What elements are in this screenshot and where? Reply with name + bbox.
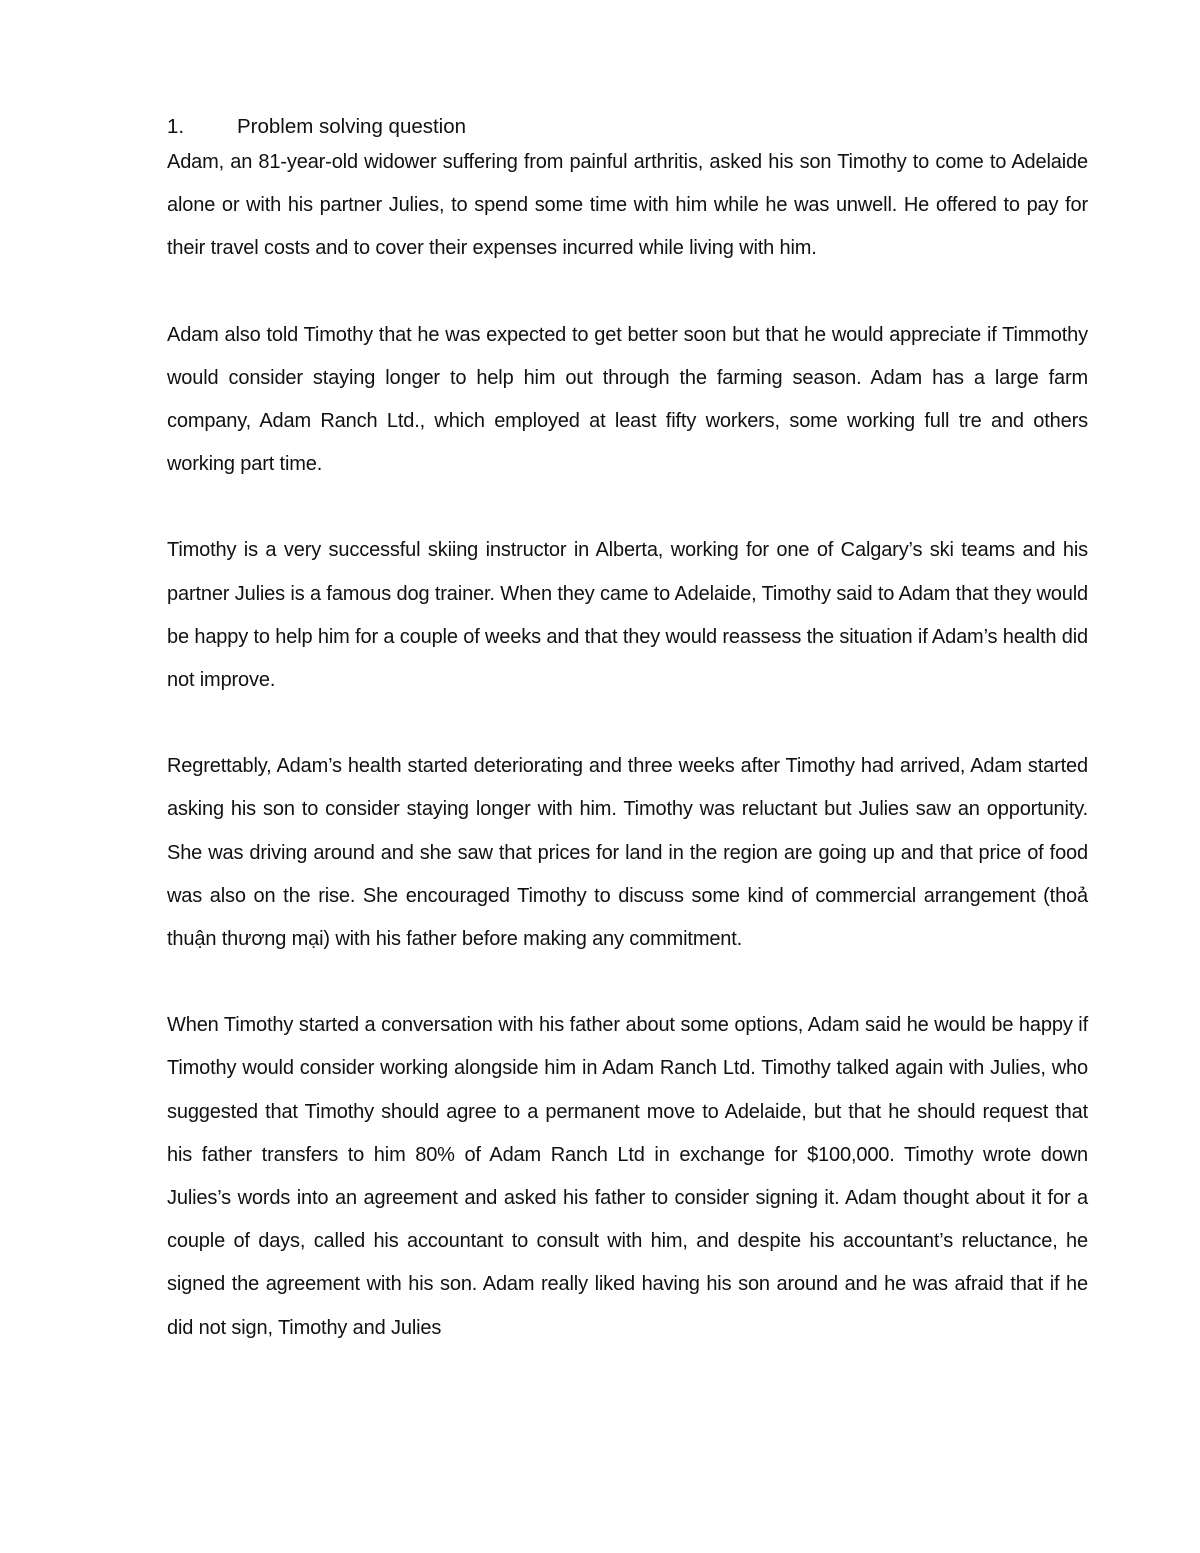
question-number: 1.	[167, 115, 185, 138]
paragraph-spacer	[167, 961, 1088, 1004]
question-heading	[167, 112, 1088, 141]
paragraph-5: When Timothy started a conversation with his father about some options, Adam said he would be happy if Timothy would consider working alongside him in Adam Ranch Ltd. Timothy talked again with Julies, who suggested that Timothy should agree to a permanent move to Adelaide, but that he should request that his father transfers to him 80% of Adam Ranch Ltd in exchange for $100,000. Timothy wrote down Julies’s words into an agreement and asked his father to consider signing it. Adam thought about it for a couple of days, called his accountant to consult with him, and despite his accountant’s reluctance, he signed the agreement with his son. Adam really liked having his son around and he was afraid that if he did not sign, Timothy and Julies	[167, 1014, 1088, 1339]
paragraph-1: Adam, an 81-year-old widower suffering from painful arthritis, asked his son Timothy to come to Adelaide alone or with his partner Julies, to spend some time with him while he was unwell. He offered to pay for their travel costs and to cover their expenses incurred while living with him.	[167, 151, 1088, 260]
document-body	[167, 112, 1088, 1350]
paragraph-spacer	[167, 702, 1088, 745]
paragraph-spacer	[167, 271, 1088, 314]
paragraph-2: Adam also told Timothy that he was expected to get better soon but that he would appreciate if Timmothy would consider staying longer to help him out through the farming season. Adam has a large farm company, Adam Ranch Ltd., which employed at least fifty workers, some working full tre and others working part time.	[167, 323, 1088, 476]
paragraph-3: Timothy is a very successful skiing instructor in Alberta, working for one of Calgary’s ski teams and his partner Julies is a famous dog trainer. When they came to Adelaide, Timothy said to Adam that they would be happy to help him for a couple of weeks and that they would reassess the situation if Adam’s health did not improve.	[167, 539, 1088, 692]
question-title: Problem solving question	[237, 115, 467, 138]
paragraph-4: Regrettably, Adam’s health started deteriorating and three weeks after Timothy had arrived, Adam started asking his son to consider staying longer with him. Timothy was reluctant but Julies saw an opportunity. She was driving around and she saw that prices for land in the region are going up and that price of food was also on the rise. She encouraged Timothy to discuss some kind of commercial arrangement (thoả thuận thương mại) with his father before making any commitment.	[167, 755, 1088, 951]
paragraph-spacer	[167, 486, 1088, 529]
